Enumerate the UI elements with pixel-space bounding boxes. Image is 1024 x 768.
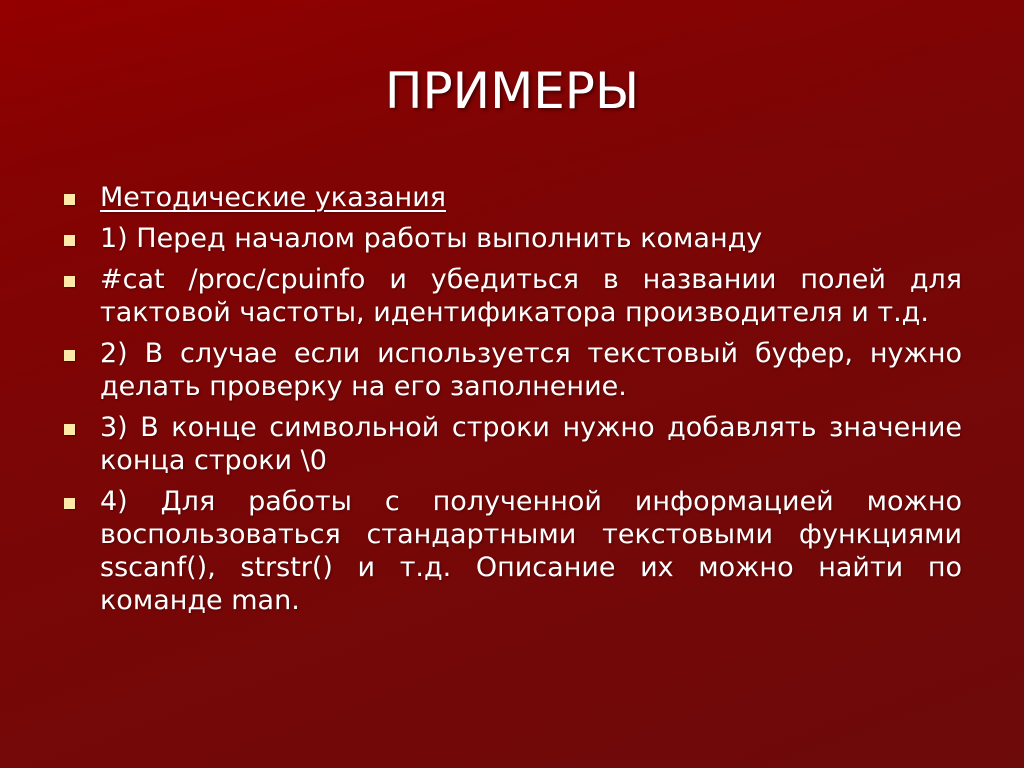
bullet-text: #cat /proc/cpuinfo и убедиться в названии полей для тактовой частоты, идентификатора производителя и т.д. (100, 264, 962, 328)
square-bullet-icon (64, 235, 75, 246)
bullet-item-guidelines (62, 181, 962, 214)
square-bullet-icon (64, 350, 75, 361)
bullet-item-step-2 (62, 337, 962, 403)
square-bullet-icon (64, 276, 75, 287)
bullet-item-cpuinfo (62, 263, 962, 329)
bullet-item-step-3 (62, 411, 962, 477)
bullet-text: 4) Для работы с полученной информацией можно воспользоваться стандартными текстовыми функциями sscanf(), strstr() и т.д. Описание их можно найти по команде man. (100, 486, 962, 616)
bullet-text: 2) В случае если используется текстовый буфер, нужно делать проверку на его заполнение. (100, 338, 962, 402)
bullet-text: 1) Перед началом работы выполнить команду (100, 223, 763, 254)
slide-title: ПРИМЕРЫ (384, 62, 640, 120)
square-bullet-icon (64, 498, 75, 509)
bullet-item-step-1 (62, 222, 962, 255)
bullet-text: 3) В конце символьной строки нужно добавлять значение конца строки \0 (100, 412, 962, 476)
bullet-list (62, 181, 962, 625)
bullet-item-step-4 (62, 485, 962, 617)
square-bullet-icon (64, 424, 75, 435)
bullet-text: Методические указания (100, 182, 447, 213)
square-bullet-icon (64, 194, 75, 205)
